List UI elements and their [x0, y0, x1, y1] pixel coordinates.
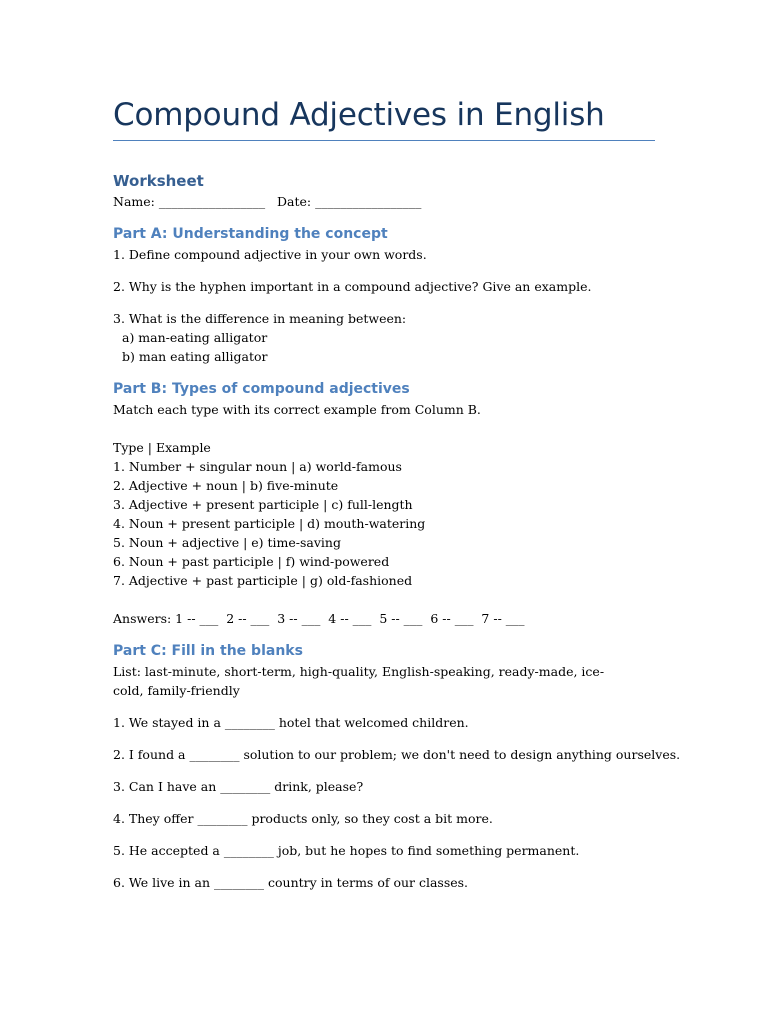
part-b-match-list [113, 457, 658, 590]
list-item: 4. Noun + present participle | d) mouth-watering [113, 516, 426, 531]
list-item: 4. They offer ________ products only, so they cost a bit more. [113, 811, 493, 826]
list-item: 6. We live in an ________ country in terms of our classes. [113, 875, 469, 890]
part-a-question-2: 2. Why is the hyphen important in a compound adjective? Give an example. [113, 279, 592, 294]
part-a-option-b: b) man eating alligator [122, 349, 268, 364]
part-b-heading: Part B: Types of compound adjectives [113, 381, 410, 397]
part-a-heading: Part A: Understanding the concept [113, 226, 388, 242]
list-item: 2. Adjective + noun | b) five-minute [113, 478, 339, 493]
document-page [113, 96, 681, 892]
part-a-question-3: 3. What is the difference in meaning between: [113, 311, 407, 326]
list-item: 7. Adjective + past participle | g) old-fashioned [113, 573, 413, 588]
title-underline [113, 140, 655, 141]
list-item: 1. We stayed in a ________ hotel that welcomed children. [113, 715, 469, 730]
part-b-answers-line: Answers: 1 -- ___ 2 -- ___ 3 -- ___ 4 -- ___ 5 -- ___ 6 -- ___ 7 -- ___ [113, 611, 525, 626]
part-c-heading: Part C: Fill in the blanks [113, 643, 303, 659]
list-item: 2. I found a ________ solution to our problem; we don't need to design anything ourselves. [113, 747, 681, 762]
list-item: 3. Adjective + present participle | c) full-length [113, 497, 413, 512]
part-b-instruction: Match each type with its correct example from Column B. [113, 402, 481, 417]
list-item: 5. He accepted a ________ job, but he hopes to find something permanent. [113, 843, 580, 858]
part-a-option-a: a) man-eating alligator [122, 330, 268, 345]
list-item: 5. Noun + adjective | e) time-saving [113, 535, 341, 550]
part-c-word-list: List: last-minute, short-term, high-quality, English-speaking, ready-made, ice-cold, family-friendly [113, 664, 605, 698]
part-b-table-header: Type | Example [113, 440, 211, 455]
document-title: Compound Adjectives in English [113, 97, 605, 133]
list-item: 3. Can I have an ________ drink, please? [113, 779, 364, 794]
part-a-question-1: 1. Define compound adjective in your own words. [113, 247, 427, 262]
name-date-line: Name: _________________ Date: _________________ [113, 194, 422, 209]
list-item: 6. Noun + past participle | f) wind-powered [113, 554, 390, 569]
list-item: 1. Number + singular noun | a) world-famous [113, 459, 402, 474]
worksheet-heading: Worksheet [113, 172, 204, 190]
